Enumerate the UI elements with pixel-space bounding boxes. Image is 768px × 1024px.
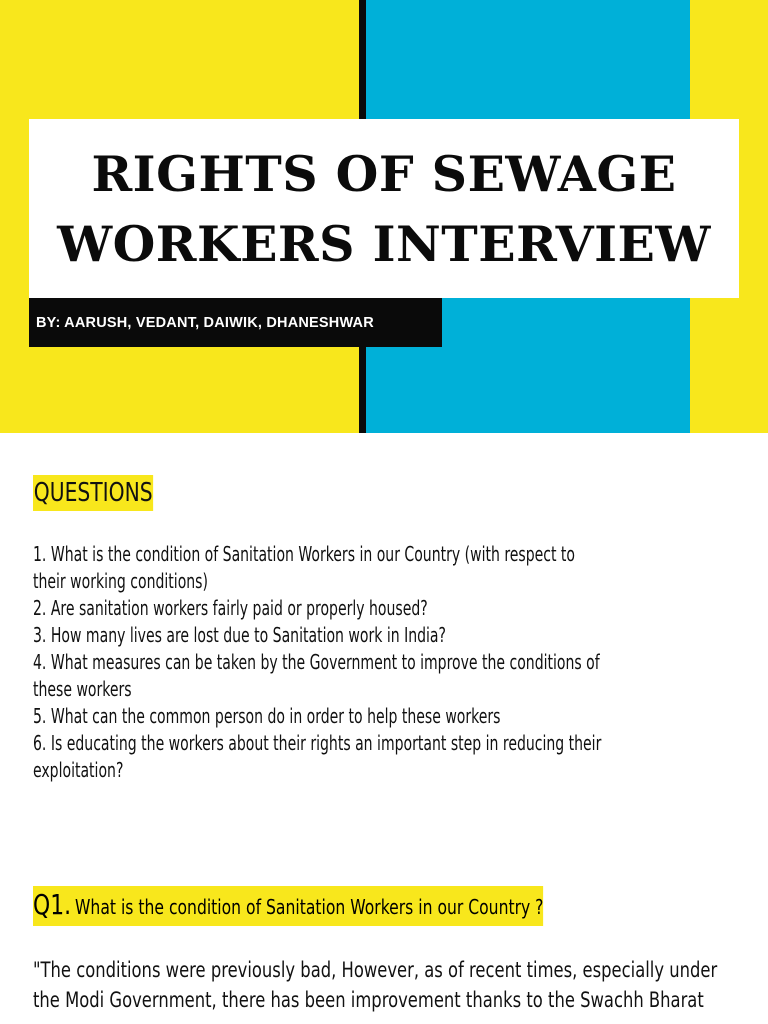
question-line: 3. How many lives are lost due to Sanitation work in India?	[33, 623, 446, 647]
answer-line-2: the Modi Government, there has been improvement thanks to the Swachh Bharat	[33, 988, 704, 1012]
title-banner	[0, 0, 768, 433]
question-line: 6. Is educating the workers about their rights an important step in reducing their	[33, 731, 602, 755]
byline-box	[29, 298, 442, 347]
question-line: exploitation?	[33, 758, 124, 782]
q1-heading	[33, 886, 687, 926]
q1-question-text: What is the condition of Sanitation Workers in our Country ?	[75, 895, 544, 919]
questions-list	[33, 541, 743, 784]
question-line: their working conditions)	[33, 569, 208, 593]
question-line: these workers	[33, 677, 132, 701]
q1-answer	[33, 955, 735, 1015]
q1-highlight	[33, 886, 543, 926]
title-line-2: WORKERS INTERVIEW	[57, 214, 711, 273]
title-box	[29, 119, 739, 298]
page-title	[57, 139, 711, 279]
questions-heading: QUESTIONS	[33, 475, 153, 511]
questions-section	[33, 475, 743, 784]
question-line: 5. What can the common person do in order to help these workers	[33, 704, 501, 728]
question-line: 1. What is the condition of Sanitation Workers in our Country (with respect to	[33, 542, 576, 566]
question-line: 2. Are sanitation workers fairly paid or properly housed?	[33, 596, 428, 620]
byline: BY: AARUSH, VEDANT, DAIWIK, DHANESHWAR	[36, 314, 374, 331]
q1-label: Q1.	[33, 888, 72, 921]
title-line-1: RIGHTS OF SEWAGE	[91, 144, 677, 203]
question-line: 4. What measures can be taken by the Government to improve the conditions of	[33, 650, 600, 674]
answer-line-1: "The conditions were previously bad, However, as of recent times, especially under	[33, 958, 718, 982]
